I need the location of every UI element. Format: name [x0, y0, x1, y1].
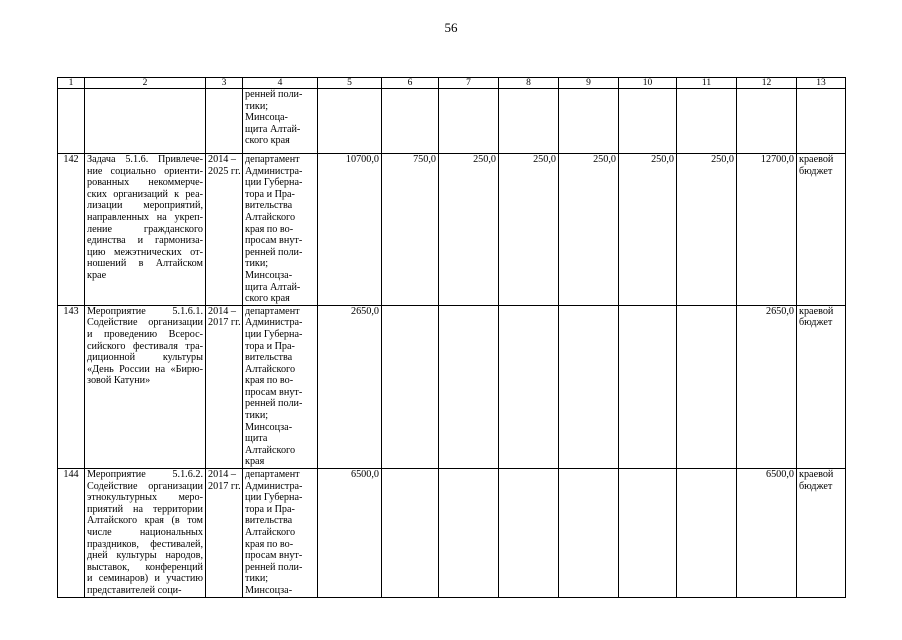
activity-name-cell-line: Мероприятие 5.1.6.1. [87, 305, 203, 317]
executor-cell-line: Минсоцза- [245, 421, 293, 433]
executor-cell-line: ции Губерна- [245, 328, 303, 340]
amount-cell [677, 305, 737, 468]
column-header-11: 11 [677, 78, 737, 89]
activity-name-cell-line: Задача 5.1.6. Привлече- [87, 154, 203, 165]
executor-cell-line: вительства [245, 200, 293, 212]
column-header-12: 12 [737, 78, 797, 89]
table-row [58, 469, 846, 598]
funding-source-cell-line: краевой [799, 305, 834, 317]
amount-cell [318, 89, 382, 154]
period-cell-line: 2014 – [208, 469, 237, 481]
amount-cell: 250,0 [619, 154, 677, 306]
amount-cell [382, 305, 439, 468]
executor-cell-line: просам внут- [245, 235, 303, 247]
row-number-cell: 144 [58, 469, 85, 598]
activity-name-cell-line: и семинаров) и участию [87, 573, 203, 585]
table-row [58, 305, 846, 468]
executor-cell-line: тики; [245, 410, 269, 422]
funding-source-cell-line: бюджет [799, 480, 833, 492]
amount-cell: 250,0 [559, 154, 619, 306]
executor-cell-line: ренней поли- [245, 398, 303, 410]
executor-cell-line: края по во- [245, 375, 294, 387]
executor-cell-line: ского края [245, 135, 290, 147]
activity-name-cell-line: зовой Катуни» [87, 375, 151, 387]
amount-cell [499, 89, 559, 154]
amount-cell [382, 89, 439, 154]
activity-name-cell-line: праздников, фестивалей, [87, 538, 203, 550]
executor-cell [243, 89, 318, 154]
activity-name-cell-line: дней культуры народов, [87, 550, 203, 562]
column-header-9: 9 [559, 78, 619, 89]
activity-name-cell-line: приятий на территории [87, 503, 203, 515]
amount-cell: 250,0 [439, 154, 499, 306]
row-number-cell [58, 89, 85, 154]
amount-cell [619, 305, 677, 468]
funding-source-cell [797, 469, 846, 598]
amount-cell: 10700,0 [318, 154, 382, 306]
page-number: 56 [444, 20, 458, 35]
executor-cell-line: вительства [245, 352, 293, 364]
activity-name-cell-line: Алтайского края (в том [87, 515, 203, 527]
amount-cell [619, 89, 677, 154]
amount-cell [439, 305, 499, 468]
executor-cell [243, 154, 318, 306]
activity-name-cell-line: Содействие организации [87, 317, 203, 329]
period-cell-line: 2014 – [208, 154, 237, 165]
executor-cell-line: тора и Пра- [245, 503, 295, 515]
amount-cell [499, 305, 559, 468]
executor-cell-line: вительства [245, 515, 293, 527]
executor-cell-line: щита Алтай- [245, 123, 301, 135]
table-row [58, 154, 846, 306]
period-cell [206, 305, 243, 468]
executor-cell-line: Минсоца- [245, 112, 288, 124]
column-header-13: 13 [797, 78, 846, 89]
executor-cell-line: тики; [245, 573, 269, 585]
executor-cell-line: тики; [245, 258, 269, 270]
period-cell [206, 469, 243, 598]
amount-cell [619, 469, 677, 598]
period-cell-line: 2017 гг. [208, 480, 241, 492]
activity-name-cell-line: лизации мероприятий, [87, 200, 203, 212]
executor-cell-line: департамент [245, 154, 300, 165]
activity-name-cell-line: Содействие организации [87, 480, 203, 492]
executor-cell [243, 469, 318, 598]
funding-source-cell [797, 154, 846, 306]
executor-cell [243, 305, 318, 468]
executor-cell-line: тора и Пра- [245, 188, 295, 200]
amount-cell [737, 89, 797, 154]
amount-cell: 12700,0 [737, 154, 797, 306]
amount-cell: 250,0 [677, 154, 737, 306]
table-body [58, 89, 846, 598]
table-row [58, 89, 846, 154]
executor-cell-line: тики; [245, 100, 269, 112]
amount-cell: 6500,0 [737, 469, 797, 598]
amount-cell [677, 89, 737, 154]
executor-cell-line: департамент [245, 305, 300, 317]
activity-name-cell-line: представителей соци- [87, 584, 182, 596]
activity-name-cell [85, 469, 206, 598]
amount-cell [439, 469, 499, 598]
amount-cell: 750,0 [382, 154, 439, 306]
activity-name-cell-line: диционной культуры [87, 352, 203, 364]
activity-name-cell-line: направленных на укреп- [87, 211, 203, 223]
executor-cell-line: Администра- [245, 317, 303, 329]
amount-cell [559, 89, 619, 154]
column-header-8: 8 [499, 78, 559, 89]
funding-source-cell-line: краевой [799, 154, 834, 165]
amount-cell: 2650,0 [318, 305, 382, 468]
executor-cell-line: щита [245, 433, 268, 445]
period-cell-line: 2014 – [208, 305, 237, 317]
executor-cell-line: Алтайского [245, 444, 296, 456]
activity-name-cell-line: ние социально ориенти- [87, 165, 203, 177]
column-header-7: 7 [439, 78, 499, 89]
activity-name-cell-line: сийского фестиваля тра- [87, 340, 203, 352]
executor-cell-line: тора и Пра- [245, 340, 295, 352]
program-activities-table [57, 77, 846, 598]
column-header-3: 3 [206, 78, 243, 89]
period-cell [206, 89, 243, 154]
executor-cell-line: Минсоцза- [245, 269, 293, 281]
executor-cell-line: просам внут- [245, 386, 303, 398]
amount-cell [382, 469, 439, 598]
funding-source-cell [797, 305, 846, 468]
executor-cell-line: ренней поли- [245, 561, 303, 573]
funding-source-cell-line: бюджет [799, 317, 833, 329]
executor-cell-line: края по во- [245, 223, 294, 235]
activity-name-cell-line: рованных некоммерче- [87, 177, 203, 189]
executor-cell-line: Алтайского [245, 211, 296, 223]
funding-source-cell [797, 89, 846, 154]
funding-source-cell-line: краевой [799, 469, 834, 481]
activity-name-cell-line: и проведению Всерос- [87, 328, 203, 340]
activity-name-cell-line: этнокультурных меро- [87, 492, 203, 504]
amount-cell [439, 89, 499, 154]
executor-cell-line: Администра- [245, 480, 303, 492]
activity-name-cell-line: ление гражданского [87, 223, 203, 235]
amount-cell [499, 469, 559, 598]
activity-name-cell-line: Мероприятие 5.1.6.2. [87, 469, 203, 481]
activity-name-cell-line: «День России на «Бирю- [87, 363, 203, 375]
column-header-1: 1 [58, 78, 85, 89]
executor-cell-line: департамент [245, 469, 300, 481]
activity-name-cell-line: цию межэтнических от- [87, 246, 203, 258]
period-cell-line: 2017 гг. [208, 317, 241, 329]
executor-cell-line: ции Губерна- [245, 492, 303, 504]
executor-cell-line: щита Алтай- [245, 281, 301, 293]
executor-cell-line: просам внут- [245, 550, 303, 562]
executor-cell-line: края по во- [245, 538, 294, 550]
executor-cell-line: ции Губерна- [245, 177, 303, 189]
row-number-cell: 142 [58, 154, 85, 306]
activity-name-cell [85, 89, 206, 154]
executor-cell-line: края [245, 456, 265, 468]
funding-source-cell-line: бюджет [799, 165, 833, 177]
activity-name-cell-line: выставок, конференций [87, 561, 203, 573]
executor-cell-line: ренней поли- [245, 89, 303, 100]
executor-cell-line: Администра- [245, 165, 303, 177]
amount-cell: 6500,0 [318, 469, 382, 598]
column-header-6: 6 [382, 78, 439, 89]
amount-cell [677, 469, 737, 598]
table-header [58, 78, 846, 89]
activity-name-cell-line: единства и гармониза- [87, 235, 203, 247]
executor-cell-line: Алтайского [245, 363, 296, 375]
activity-name-cell-line: ских организаций к реа- [87, 188, 203, 200]
period-cell-line: 2025 гг. [208, 165, 241, 177]
column-header-4: 4 [243, 78, 318, 89]
amount-cell: 2650,0 [737, 305, 797, 468]
activity-name-cell-line: числе национальных [87, 527, 203, 538]
period-cell [206, 154, 243, 306]
amount-cell: 250,0 [499, 154, 559, 306]
activity-name-cell-line: крае [87, 269, 107, 281]
activity-name-cell [85, 305, 206, 468]
amount-cell [559, 469, 619, 598]
amount-cell [559, 305, 619, 468]
activity-name-cell [85, 154, 206, 306]
executor-cell-line: Минсоцза- [245, 584, 293, 596]
row-number-cell: 143 [58, 305, 85, 468]
column-header-2: 2 [85, 78, 206, 89]
executor-cell-line: ского края [245, 293, 290, 305]
activity-name-cell-line: ношений в Алтайском [87, 258, 203, 270]
executor-cell-line: Алтайского [245, 527, 296, 538]
column-header-10: 10 [619, 78, 677, 89]
executor-cell-line: ренней поли- [245, 246, 303, 258]
column-header-5: 5 [318, 78, 382, 89]
